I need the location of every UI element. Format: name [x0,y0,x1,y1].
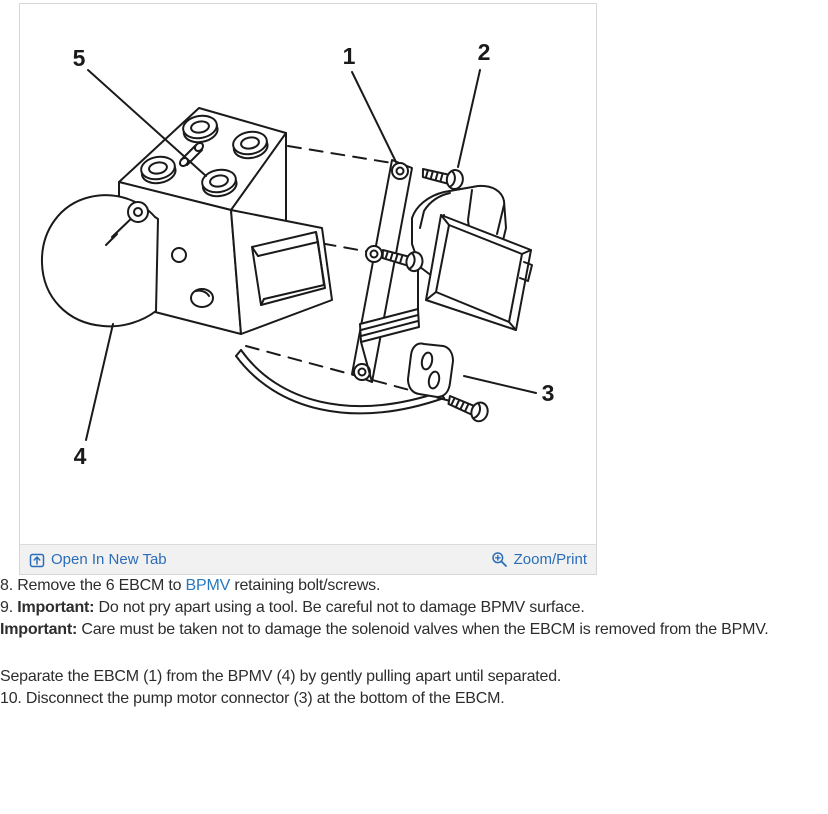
pump-motor-connector [408,344,453,397]
callout-5: 5 [72,45,86,71]
step-10-number: 10. [0,690,22,707]
callout-3: 3 [541,380,555,406]
open-in-new-tab-icon [29,552,45,568]
open-in-new-tab-label: Open In New Tab [51,551,167,568]
ebcm-tray [426,215,532,330]
separate-instruction: Separate the EBCM (1) from the BPMV (4) by gently pulling apart until separated. [0,668,562,685]
retaining-screw-bottom [445,393,490,424]
figure-canvas [20,4,596,544]
step-9-text: Do not pry apart using a tool. Be careful not to damage BPMV surface. [94,599,585,616]
pump-motor [42,195,158,326]
exploded-diagram [20,4,596,544]
step-9 [0,597,828,619]
step-8 [0,575,828,597]
zoom-print-label: Zoom/Print [513,551,587,568]
callout-1: 1 [342,43,356,69]
figure-viewer [19,3,597,575]
step-8-number: 8. [0,577,13,594]
step-8-text-post: retaining bolt/screws. [230,577,381,594]
retaining-screw-top [421,166,464,191]
bpmv-link[interactable]: BPMV [185,577,231,594]
zoom-print-button[interactable] [491,551,587,568]
open-in-new-tab-button[interactable] [29,551,167,568]
step-10 [0,688,828,710]
ebcm-mounting-plate [352,160,412,382]
magnifier-plus-icon [491,551,508,568]
instruction-text [0,575,828,710]
figure-toolbar [20,544,596,574]
step-9-number: 9. [0,599,13,616]
important-note-label: Important: [0,621,78,638]
callout-4: 4 [73,443,87,469]
step-9-important-label: Important: [17,599,95,616]
step-8-text-pre: Remove the 6 EBCM to [17,577,186,594]
important-note [0,619,828,641]
step-group [0,666,828,710]
important-note-text: Care must be taken not to damage the solenoid valves when the EBCM is removed from the BPMV. [77,621,769,638]
callout-2: 2 [477,39,491,65]
step-10-text: Disconnect the pump motor connector (3) at the bottom of the EBCM. [21,690,505,707]
